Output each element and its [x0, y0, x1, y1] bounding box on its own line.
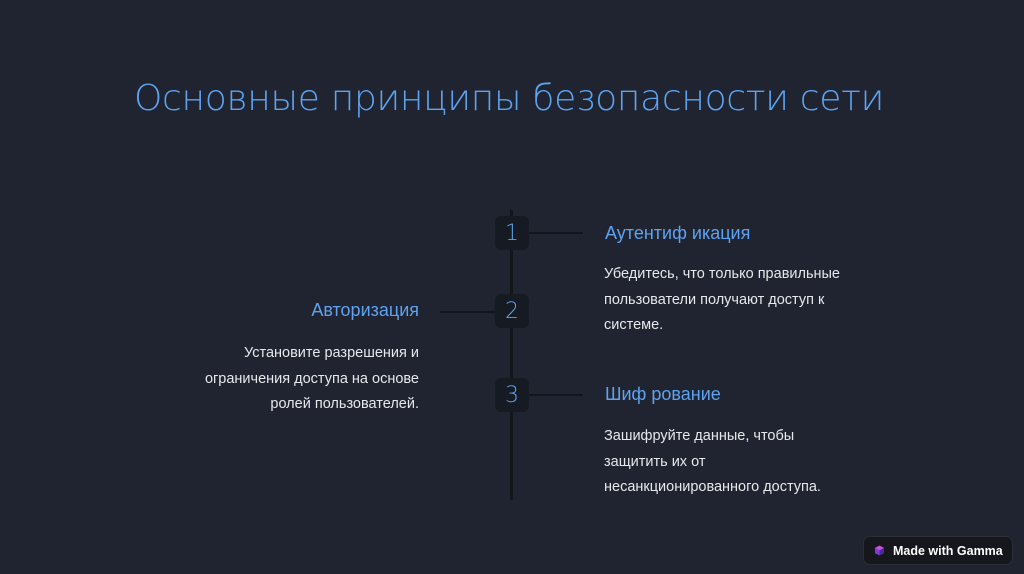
step-3-heading: Шиф рование	[605, 384, 721, 404]
step-1-heading: Аутентиф икация	[605, 223, 751, 243]
step-1-text: Убедитесь, что только правильные пользователи получают доступ к системе.	[604, 266, 841, 333]
step-1-number: 1	[495, 216, 529, 250]
slide-title: Основные принципы безопасности сети	[133, 78, 885, 119]
made-with-gamma-label: Made with Gamma	[893, 543, 1003, 558]
made-with-gamma-badge[interactable]	[863, 536, 1013, 565]
step-2-text: Установите разрешения и ограничения доступа на основе ролей пользователей.	[204, 345, 419, 412]
step-2-heading: Авторизация	[311, 300, 419, 320]
step-3-text: Зашифруйте данные, чтобы защитить их от несанкционированного доступа.	[604, 428, 821, 495]
step-2-number: 2	[495, 294, 529, 328]
gamma-logo-icon	[874, 545, 885, 556]
timeline-spine	[510, 210, 513, 500]
step-3-number: 3	[495, 378, 529, 412]
